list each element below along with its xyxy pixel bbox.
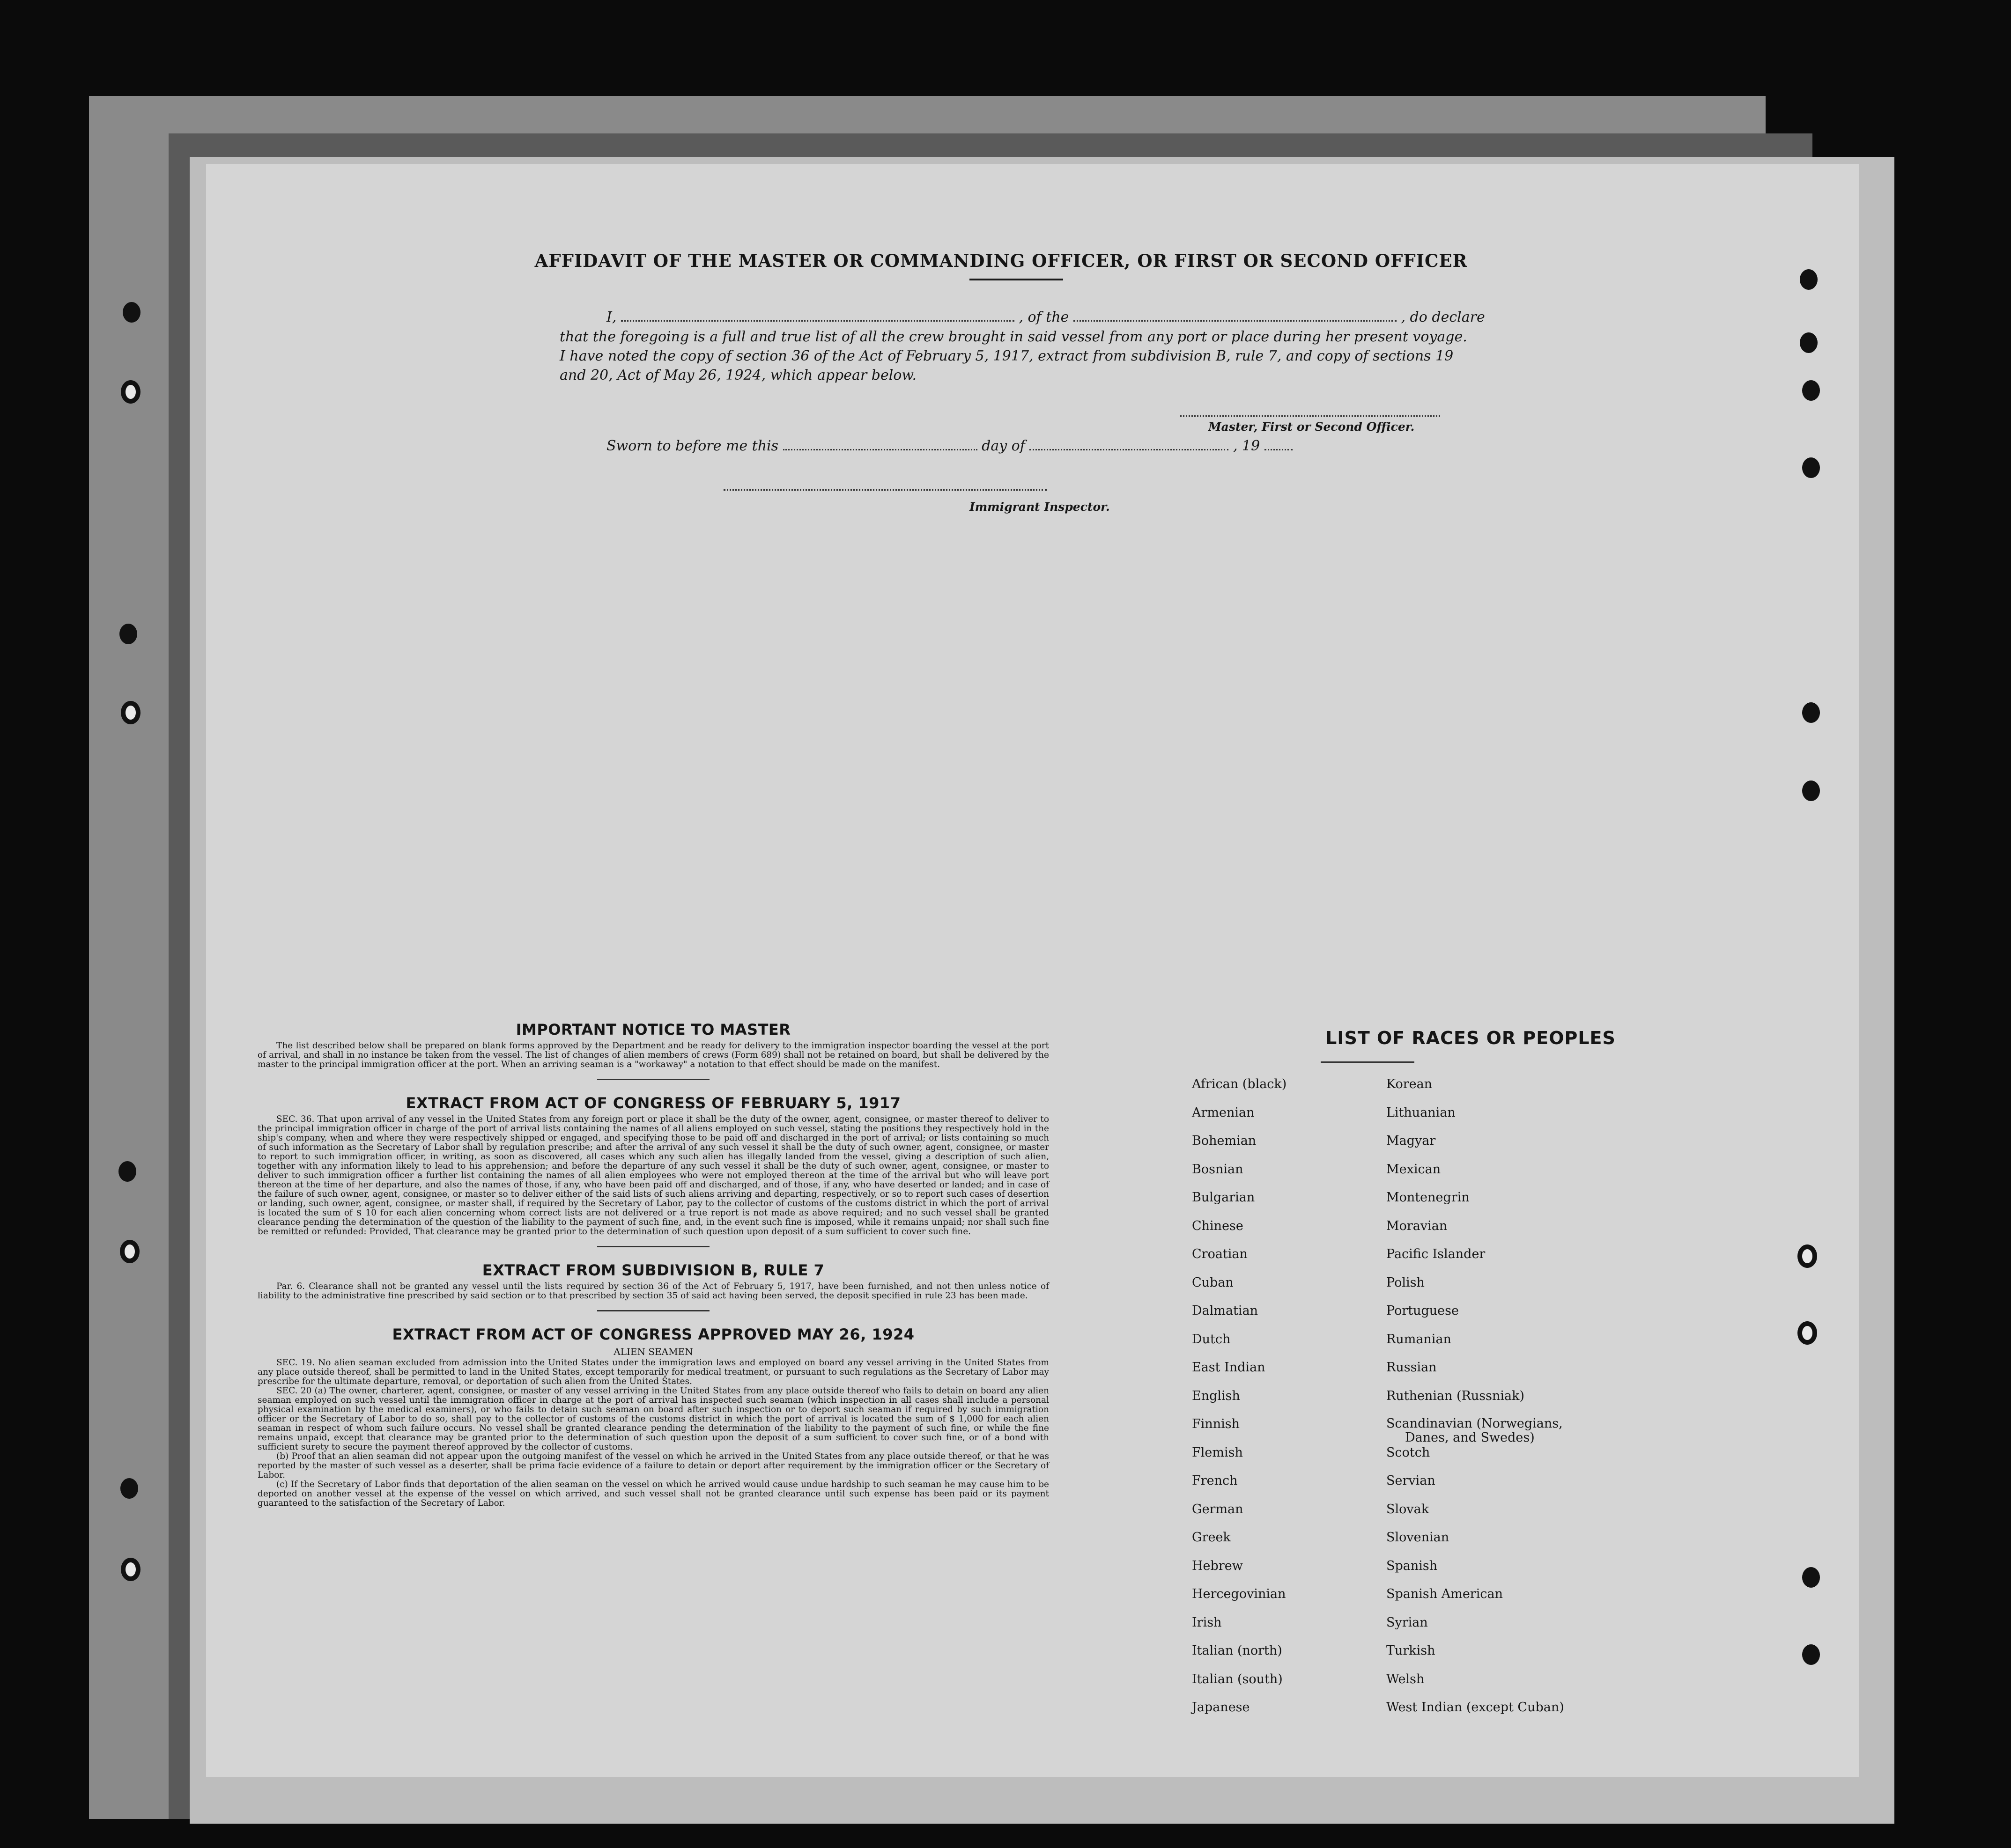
vessel-blank[interactable]: [1073, 310, 1397, 322]
race-item: Servian: [1386, 1473, 1435, 1488]
binder-hole: [119, 624, 137, 644]
binder-hole: [1802, 702, 1820, 723]
binder-hole: [121, 380, 140, 404]
race-item: Hebrew: [1192, 1558, 1243, 1573]
sworn-year-blank[interactable]: [1264, 439, 1293, 450]
race-item: Bulgarian: [1192, 1190, 1255, 1205]
race-item: Flemish: [1192, 1445, 1243, 1460]
race-item: Turkish: [1386, 1643, 1435, 1658]
races-rule: [1321, 1061, 1414, 1063]
inspector-signature-label: Immigrant Inspector.: [969, 500, 1110, 514]
race-item-scandinavian: [1386, 1417, 1564, 1445]
race-item: Cuban: [1192, 1275, 1234, 1290]
notice-title: IMPORTANT NOTICE TO MASTER: [516, 1021, 791, 1038]
extract-1924-sec20b: (b) Proof that an alien seaman did not appear upon the outgoing manifest of the vessel on which he arrived in the United States from any place outside thereof, or that he was reported by the master of such vessel as a deserter, shall be prima facie evidence of a failure to detain or deport after requirement by the immigration officer or the Secretary of Labor.: [258, 1451, 1049, 1480]
binder-hole: [1797, 1244, 1817, 1268]
extract-1924-subtitle: ALIEN SEAMEN: [614, 1346, 693, 1357]
binder-hole: [121, 701, 140, 724]
race-item: Italian (north): [1192, 1643, 1282, 1658]
race-item: Polish: [1386, 1275, 1425, 1290]
officer-signature-line[interactable]: [1180, 415, 1440, 417]
races-left-column: [1192, 1077, 1286, 1729]
binder-hole: [1802, 1567, 1820, 1588]
affidavit-title: AFFIDAVIT OF THE MASTER OR COMMANDING OFFICER, OR FIRST OR SECOND OFFICER: [534, 250, 1468, 271]
extract-1917-body: SEC. 36. That upon arrival of any vessel in the United States from any foreign port or place it shall be the duty of the owner, agent, consignee, or master thereof to deliver to the principal immigration officer in charge of the port of arrival lists containing the names of all aliens employed on such vessel, stating the positions they respectively hold in the ship's company, when and where they were respectively shipped or engaged, and specifying those to be paid off and discharged in the port of arrival; or lists containing so much of such information as the Secretary of Labor shall by regulation prescribe; and after the arrival of any such vessel it shall be the duty of such owner, agent, consignee, or master to report to such immigration officer, in writing, as soon as discovered, all cases which any such alien has illegally landed from the vessel, giving a description of such alien, together with any information likely to lead to his apprehension; and before the departure of any such vessel it shall be the duty of such owner, agent, consignee, or master to deliver to such immigration officer a further list containing the names of all alien employees who were not employed thereon at the time of the arrival but who will leave port thereon at the time of her departure, and also the names of those, if any, who have been paid off and discharged, and of those, if any, who have deserted or landed; and in case of the failure of such owner, agent, consignee, or master so to deliver either of the said lists of such aliens arriving and departing, respectively, or so to report such cases of desertion or landing, such owner, agent, consignee, or master shall, if required by the Secretary of Labor, pay to the collector of customs of the customs district in which the port of arrival is located the sum of $ 10 for each alien concerning whom correct lists are not delivered or a true report is not made as above required; and no such vessel shall be granted clearance pending the determination of the question of the liability to the payment of such fine, and, in the event such fine is imposed, while it remains unpaid; nor shall such fine be remitted or refunded: Provided, That clearance may be granted prior to the determination of such question upon deposit of a sum sufficient to cover such fine.: [258, 1114, 1049, 1237]
race-item: Rumanian: [1386, 1332, 1451, 1347]
race-item: French: [1192, 1473, 1238, 1488]
race-item: Chinese: [1192, 1218, 1243, 1233]
races-title: LIST OF RACES OR PEOPLES: [1325, 1028, 1616, 1048]
extract-1924-sec20a: SEC. 20 (a) The owner, charterer, agent, consignee, or master of any vessel arriving in the United States from any place outside thereof who fails to detain on board any alien seaman employed on such vessel until the immigration officer in charge at the port of arrival has inspected such seaman (which inspection in all cases shall include a personal physical examination by the medical examiners), or who fails to detain such seaman on board after such inspection or to deport such seaman if required by such immigration officer or the Secretary of Labor to do so, shall pay to the collector of customs of the customs district in which the port of arrival is located the sum of $ 1,000 for each alien seaman in respect of whom such failure occurs. No vessel shall be granted clearance pending the determination of the liability to the payment of such fine, or while the fine remains unpaid, except that clearance may be granted prior to the determination of such question upon the deposit of a sum sufficient to cover such fine, or of a bond with sufficient surety to secure the payment thereof approved by the collector of customs.: [258, 1386, 1049, 1452]
declaration-i: I,: [606, 309, 617, 325]
binder-hole: [1802, 457, 1820, 478]
declaration-of-the: , of the: [1019, 309, 1069, 325]
binder-hole: [118, 1161, 136, 1182]
extract-rule7-title: EXTRACT FROM SUBDIVISION B, RULE 7: [482, 1261, 825, 1279]
section-rule: [597, 1079, 710, 1080]
declaration-line-1: [606, 309, 1485, 325]
affidavit-page: [206, 164, 1859, 1777]
binder-hole: [1802, 1644, 1820, 1665]
name-blank[interactable]: [621, 310, 1014, 322]
title-rule: [969, 279, 1063, 280]
extract-1924-title: EXTRACT FROM ACT OF CONGRESS APPROVED MAY 26, 1924: [392, 1325, 915, 1343]
races-right-column: [1386, 1077, 1564, 1729]
race-item: Spanish American: [1386, 1587, 1503, 1601]
race-item: African (black): [1192, 1077, 1287, 1091]
binder-hole: [1797, 1321, 1817, 1345]
binder-hole: [1802, 380, 1820, 401]
extract-1924-sec20c: (c) If the Secretary of Labor finds that deportation of the alien seaman on the vessel on which he arrived would cause undue hardship to such seaman he may cause him to be deported on another vessel at the expense of the vessel on which arrived, and such vessel shall not be granted clearance until such expense has been paid or its payment guaranteed to the satisfaction of the Secretary of Labor.: [258, 1480, 1049, 1508]
declaration-line-3: I have noted the copy of section 36 of the Act of February 5, 1917, extract from subdivision B, rule 7, and copy of sections 19: [560, 348, 1454, 364]
race-item-line: Scandinavian (Norwegians,: [1386, 1416, 1563, 1431]
section-rule: [597, 1246, 710, 1247]
extract-1924-sec19: SEC. 19. No alien seaman excluded from admission into the United States under the immigration laws and employed on board any vessel arriving in the United States from any place outside thereof, shall be permitted to land in the United States, except temporarily for medical treatment, or pursuant to such regulations as the Secretary of Labor may prescribe for the ultimate departure, removal, or deportation of such alien from the United States.: [258, 1358, 1049, 1386]
notice-body: The list described below shall be prepared on blank forms approved by the Department and be ready for delivery to the immigration inspector boarding the vessel at the port of arrival, and shall in no instance be taken from the vessel. The list of changes of alien members of crews (Form 689) shall not be retained on board, but shall be delivered by the master to the principal immigration officer at the port. When an arriving seaman is a "workaway" a notation to that effect should be made on the manifest.: [258, 1041, 1049, 1069]
binder-hole: [1800, 269, 1818, 290]
race-item: Ruthenian (Russniak): [1386, 1388, 1525, 1403]
race-item: Syrian: [1386, 1615, 1428, 1630]
race-item: Magyar: [1386, 1134, 1436, 1148]
section-rule: [597, 1310, 710, 1311]
race-item: Hercegovinian: [1192, 1587, 1286, 1601]
inspector-signature-line[interactable]: [724, 489, 1047, 491]
race-item: English: [1192, 1388, 1240, 1403]
race-item: Scotch: [1386, 1445, 1430, 1460]
race-item: Greek: [1192, 1530, 1231, 1545]
extract-1917-title: EXTRACT FROM ACT OF CONGRESS OF FEBRUARY 5, 1917: [406, 1094, 901, 1112]
race-item: Mexican: [1386, 1162, 1441, 1177]
race-item: Korean: [1386, 1077, 1433, 1091]
sworn-line: [606, 438, 1293, 454]
race-item: Croatian: [1192, 1247, 1248, 1261]
race-item: Dalmatian: [1192, 1303, 1258, 1318]
binder-hole: [1802, 780, 1820, 801]
race-item: Portuguese: [1386, 1303, 1459, 1318]
sworn-text: Sworn to before me this: [606, 438, 779, 454]
race-item: Bohemian: [1192, 1134, 1257, 1148]
sworn-month-blank[interactable]: [1029, 439, 1228, 450]
race-item: Russian: [1386, 1360, 1437, 1375]
race-item: Armenian: [1192, 1105, 1255, 1120]
race-item: Bosnian: [1192, 1162, 1243, 1177]
race-item: Finnish: [1192, 1417, 1240, 1431]
race-item: Japanese: [1192, 1700, 1250, 1715]
race-item: Dutch: [1192, 1332, 1231, 1347]
race-item: Welsh: [1386, 1671, 1425, 1686]
race-item: Pacific Islander: [1386, 1247, 1486, 1261]
extract-rule7-body: Par. 6. Clearance shall not be granted any vessel until the lists required by section 36 of the Act of February 5, 1917, have been furnished, and not then unless notice of liability to the administrative fine prescribed by said section or to that prescribed by section 35 of said act having been served, the deposit specified in rule 23 has been made.: [258, 1281, 1049, 1301]
race-item: Slovenian: [1386, 1530, 1449, 1545]
race-item: Irish: [1192, 1615, 1222, 1630]
race-item: Italian (south): [1192, 1671, 1283, 1686]
binder-hole: [123, 302, 140, 323]
binder-hole: [120, 1240, 140, 1263]
race-item: Spanish: [1386, 1558, 1438, 1573]
race-item: Lithuanian: [1386, 1105, 1456, 1120]
race-item: Moravian: [1386, 1218, 1448, 1233]
race-item: East Indian: [1192, 1360, 1265, 1375]
binder-hole: [120, 1478, 138, 1499]
officer-signature-label: Master, First or Second Officer.: [1208, 420, 1415, 434]
race-item: German: [1192, 1502, 1243, 1517]
binder-hole: [121, 1558, 140, 1581]
notice-column: [258, 1021, 1049, 1508]
declaration-line-2: that the foregoing is a full and true list of all the crew brought in said vessel from any port or place during her present voyage.: [560, 329, 1467, 345]
sworn-year-prefix: , 19: [1233, 438, 1260, 454]
race-item: Slovak: [1386, 1502, 1429, 1517]
declaration-do-declare: , do declare: [1401, 309, 1485, 325]
race-item: West Indian (except Cuban): [1386, 1700, 1564, 1715]
sworn-day-of: day of: [982, 438, 1025, 454]
sworn-day-blank[interactable]: [783, 439, 977, 450]
declaration-line-4: and 20, Act of May 26, 1924, which appear below.: [560, 367, 917, 383]
race-item-line: Danes, and Swedes): [1405, 1430, 1535, 1445]
binder-hole: [1800, 332, 1818, 353]
race-item: Montenegrin: [1386, 1190, 1470, 1205]
